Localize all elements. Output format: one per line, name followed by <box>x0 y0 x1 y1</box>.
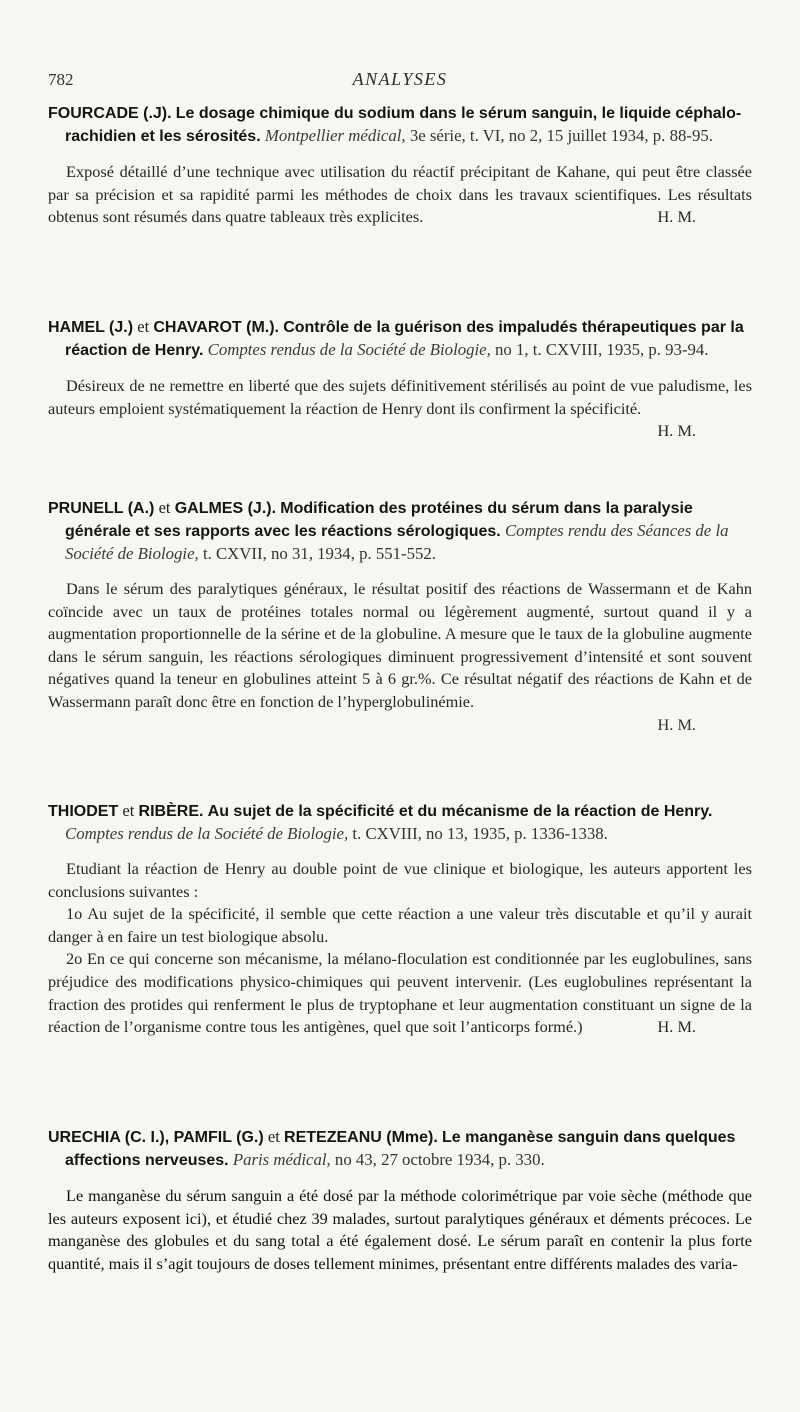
entry-paragraph: 2o En ce qui concerne son mécanisme, la mélano-floculation est conditionnée par les euglobulines, sans préjudice des modifications physico-chimiques qui peuvent intervenir. (Les euglobulines représentant la fraction des protides qui renferment le plus de tryptophane et leur augmentation constituant un signe de la réaction de l’organisme contre tous les antigènes, quel que soit l’anticorps formé.) H. M. <box>48 948 752 1038</box>
entry-fourcade <box>48 102 752 229</box>
entry-signature: H. M. <box>657 714 696 734</box>
entry-authors: FOURCADE (.J). <box>48 105 172 122</box>
entry-heading <box>48 1126 752 1172</box>
entry-author-2: CHAVAROT (M.). <box>153 319 279 336</box>
entry-joiner: et <box>137 317 150 336</box>
entry-reference: t. CXVII, no 31, 1934, p. 551-552. <box>202 544 436 563</box>
entry-heading <box>48 316 752 362</box>
entry-author-2: RIBÈRE. <box>138 803 204 820</box>
entry-author-2: RETEZEANU (Mme). <box>284 1129 438 1146</box>
entry-author-2: GALMES (J.). <box>174 500 277 517</box>
entry-source: Montpellier médical, <box>264 126 406 145</box>
entry-heading <box>48 800 752 845</box>
entry-joiner: et <box>267 1127 280 1146</box>
entry-prunell-galmes <box>48 497 752 736</box>
entry-paragraph: Dans le sérum des paralytiques généraux, le résultat positif des réactions de Wassermann et de Kahn coïncide avec un taux de protéines totales normal ou légèrement augmenté, surtout quand il y a augmentation proportionnelle de la sérine et de la globuline. A mesure que le taux de la globuline augmente dans le sérum sanguin, les réactions sérologiques diminuent progressivement d’intensité et sont souvent négatives quand la teneur en globulines atteint 5 à 6 gr.%. Ce résultat négatif des réactions de Kahn et de Wassermann paraît donc être en fonction de l’hyperglobulinémie. <box>48 579 752 711</box>
entry-signature: H. M. <box>657 1017 696 1037</box>
entry-author-1: THIODET <box>48 803 119 820</box>
entry-paragraph: Etudiant la réaction de Henry au double point de vue clinique et biologique, les auteurs apportent les conclusions suivantes : <box>48 859 752 901</box>
entry-heading <box>48 497 752 565</box>
entry-joiner: et <box>122 801 135 820</box>
entry-reference: 3e série, t. VI, no 2, 15 juillet 1934, p. 88-95. <box>409 126 713 145</box>
entry-author-1: URECHIA (C. I.), PAMFIL (G.) <box>48 1129 264 1146</box>
entry-paragraph: Désireux de ne remettre en liberté que des sujets définitivement stérilisés au point de vue paludisme, les auteurs emploient systématiquement la réaction de Henry dont ils confirment la spécificité. H. M. <box>48 375 752 420</box>
entry-signature: H. M. <box>657 421 696 441</box>
entry-author-1: HAMEL (J.) <box>48 319 134 336</box>
entry-paragraph: Le manganèse du sérum sanguin a été dosé par la méthode colorimétrique par voie sèche (méthode que les auteurs exposent ici), et étudié chez 39 malades, surtout paralytiques généraux et déments précoces. Le manganèse des globules et du sang total a été également dosé. Le sérum paraît en contenir la plus forte quantité, mais il s’agit toujours de doses tellement minimes, présentant entre différents malades des varia- <box>48 1186 752 1273</box>
entry-source: Comptes rendus de la Société de Biologie, <box>65 824 349 843</box>
entry-title: Le dosage chimique du sodium dans le sérum sanguin, le liquide céphalo-rachidien et les sérosités. <box>65 105 742 145</box>
entry-paragraph: 1o Au sujet de la spécificité, il semble que cette réaction a une valeur très discutable et qu’il y aurait danger à en faire un test biologique absolu. <box>48 904 752 946</box>
entry-title: Au sujet de la spécificité et du mécanisme de la réaction de Henry. <box>207 803 713 820</box>
entry-title: Modification des protéines du sérum dans la paralysie générale et ses rapports avec les réactions sérologiques. <box>65 500 693 540</box>
entry-signature: H. M. <box>657 207 696 227</box>
entry-reference: no 43, 27 octobre 1934, p. 330. <box>334 1150 545 1169</box>
entry-urechia-pamfil-retezeanu <box>48 1126 752 1275</box>
entry-source: Comptes rendu des Séances de la Société de Biologie, <box>65 521 729 563</box>
entry-joiner: et <box>158 498 171 517</box>
page-number: 782 <box>48 70 74 89</box>
entry-thiodet-ribere <box>48 800 752 1039</box>
entry-author-1: PRUNELL (A.) <box>48 500 155 517</box>
entry-source: Comptes rendus de la Société de Biologie, <box>207 340 491 359</box>
entry-title: Le manganèse sanguin dans quelques affections nerveuses. <box>65 1129 736 1169</box>
entry-paragraph: Exposé détaillé d’une technique avec utilisation du réactif précipitant de Kahane, qui peut être classée par sa précision et sa rapidité parmi les méthodes de choix dans les travaux scientifiques. Les résultats obtenus sont résumés dans quatre tableaux très explicites. H. M. <box>48 161 752 229</box>
entry-title: Contrôle de la guérison des impaludés thérapeutiques par la réaction de Henry. <box>65 319 744 359</box>
entry-reference: t. CXVIII, no 13, 1935, p. 1336-1338. <box>352 824 608 843</box>
entry-reference: no 1, t. CXVIII, 1935, p. 93-94. <box>495 340 709 359</box>
entry-source: Paris médical, <box>232 1150 331 1169</box>
entry-heading <box>48 102 752 148</box>
running-title: ANALYSES <box>352 69 448 89</box>
entry-hamel-chavarot <box>48 316 752 443</box>
